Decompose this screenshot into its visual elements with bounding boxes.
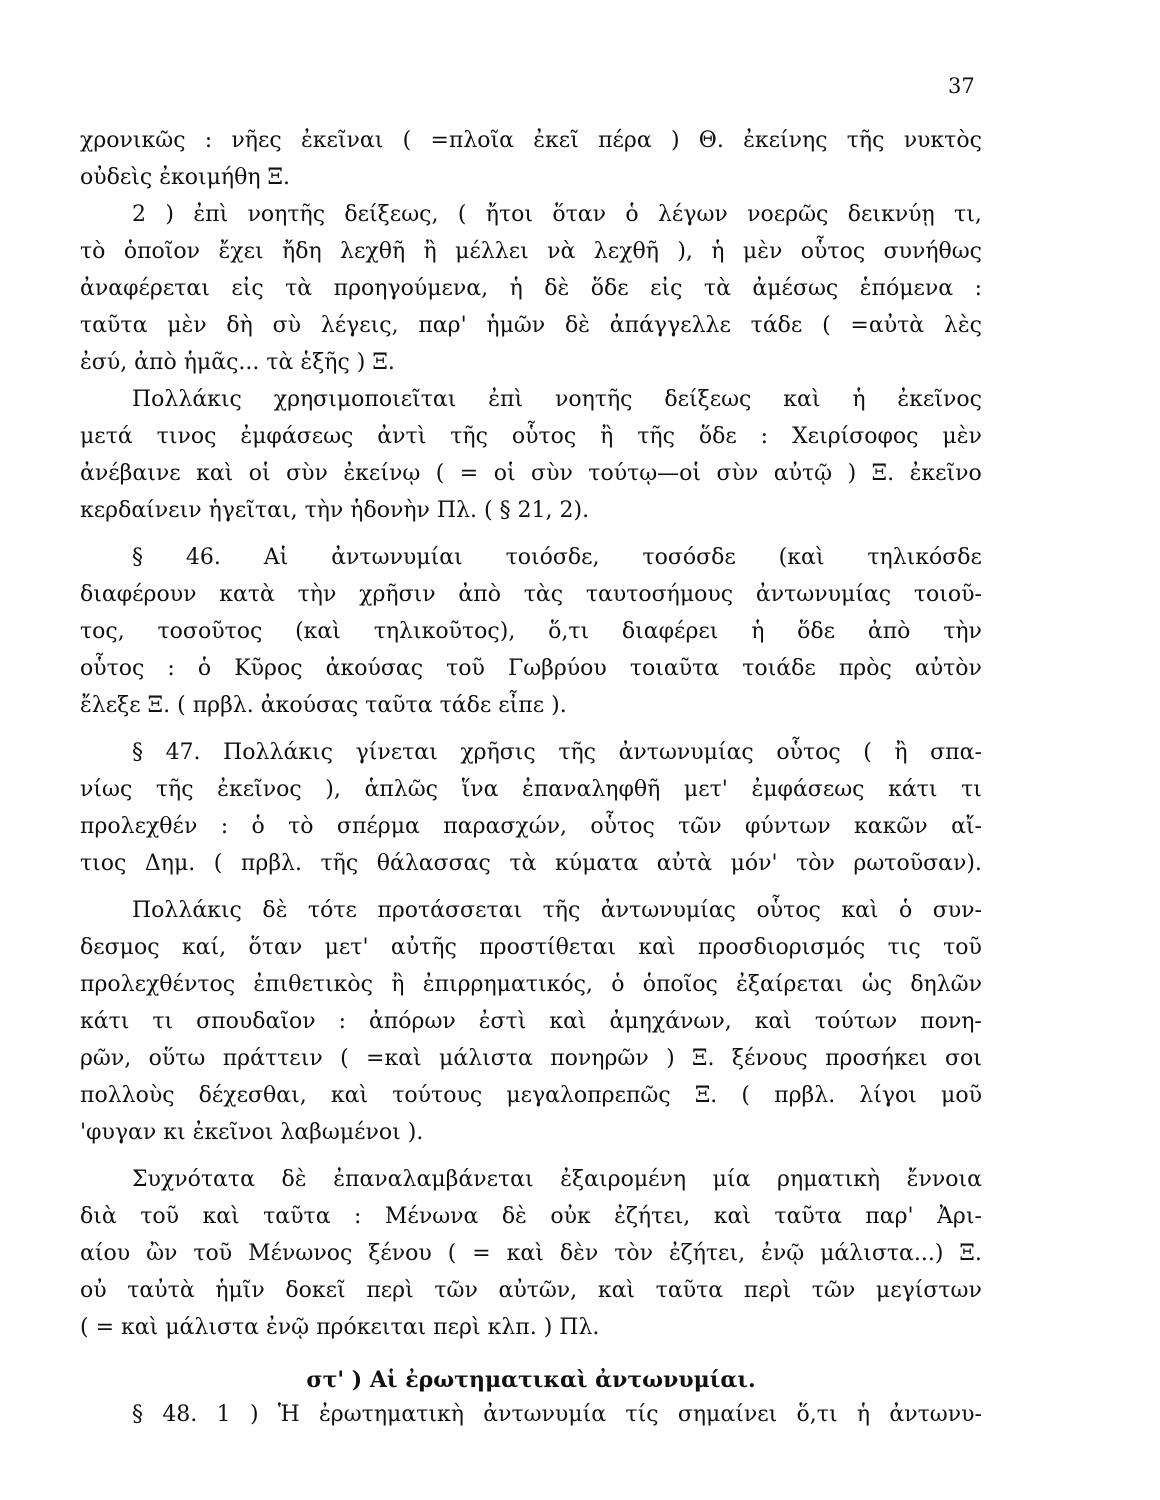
text-line: τιος Δημ. ( πρβλ. τῆς θάλασσας τὰ κύματα αὐτὰ μόν' τὸν ρωτοῦσαν). xyxy=(80,851,982,876)
text-line: νίως τῆς ἐκεῖνος ), ἁπλῶς ἵνα ἐπαναληφθῆ μετ' ἐμφάσεως κάτι τι xyxy=(80,777,982,802)
section-heading: στ' ) Αἱ ἐρωτηματικαὶ ἀντωνυμίαι. xyxy=(306,1367,756,1393)
text-line: κάτι τι σπουδαῖον : ἀπόρων ἐστὶ καὶ ἀμηχάνων, καὶ τούτων πονη- xyxy=(80,1009,982,1034)
text-line: ταῦτα μὲν δὴ σὺ λέγεις, παρ' ἡμῶν δὲ ἀπάγγελλε τάδε ( =αὐτὰ λὲς xyxy=(80,313,982,338)
text-line: προλεχθέντος ἐπιθετικὸς ἢ ἐπιρρηματικός, ὁ ὁποῖος ἐξαίρεται ὡς δηλῶν xyxy=(80,972,982,997)
text-line: τος, τοσοῦτος (καὶ τηλικοῦτος), ὅ,τι διαφέρει ἡ ὅδε ἀπὸ τὴν xyxy=(80,619,982,644)
text-line: ἐσύ, ἀπὸ ἡμᾶς... τὰ ἑξῆς ) Ξ. xyxy=(80,350,395,375)
text-line: οὗτος : ὁ Κῦρος ἀκούσας τοῦ Γωβρύου τοιαῦτα τοιάδε πρὸς αὐτὸν xyxy=(80,656,982,681)
text-line: οὐδεὶς ἐκοιμήθη Ξ. xyxy=(80,165,290,190)
body-text xyxy=(80,128,982,1439)
text-line: χρονικῶς : νῆες ἐκεῖναι ( =πλοῖα ἐκεῖ πέρα ) Θ. ἐκείνης τῆς νυκτὸς xyxy=(80,128,982,153)
text-line: ἀνέβαινε καὶ οἱ σὺν ἐκείνῳ ( = οἱ σὺν τούτῳ—οἱ σὺν αὐτῷ ) Ξ. ἐκεῖνο xyxy=(80,461,982,486)
text-line: ρῶν, οὕτω πράττειν ( =καὶ μάλιστα πονηρῶν ) Ξ. ξένους προσήκει σοι xyxy=(80,1046,982,1071)
text-line: κερδαίνειν ἡγεῖται, τὴν ἡδονὴν Πλ. ( § 21, 2). xyxy=(80,498,590,523)
text-line: Πολλάκις χρησιμοποιεῖται ἐπὶ νοητῆς δείξεως καὶ ἡ ἐκεῖνος xyxy=(132,387,982,412)
section-46-line: § 46. Αἱ ἀντωνυμίαι τοιόσδε, τοσόσδε (καὶ τηλικόσδε xyxy=(132,545,982,570)
section-47-line: § 47. Πολλάκις γίνεται χρῆσις τῆς ἀντωνυμίας οὗτος ( ἢ σπα- xyxy=(132,740,982,765)
page-number: 37 xyxy=(948,74,975,98)
text-line: δεσμος καί, ὅταν μετ' αὐτῆς προστίθεται καὶ προσδιορισμός τις τοῦ xyxy=(80,935,982,960)
text-line: διὰ τοῦ καὶ ταῦτα : Μένωνα δὲ οὐκ ἐζήτει, καὶ ταῦτα παρ' Ἀρι- xyxy=(80,1204,982,1229)
text-line: Συχνότατα δὲ ἐπαναλαμβάνεται ἐξαιρομένη μία ρηματικὴ ἔννοια xyxy=(132,1167,982,1192)
text-line: τὸ ὁποῖον ἔχει ἤδη λεχθῆ ἢ μέλλει νὰ λεχθῆ ), ἡ μὲν οὗτος συνήθως xyxy=(80,239,982,264)
text-line: ἀναφέρεται εἰς τὰ προηγούμενα, ἡ δὲ ὅδε εἰς τὰ ἀμέσως ἑπόμενα : xyxy=(80,276,982,301)
text-line: ἔλεξε Ξ. ( πρβλ. ἀκούσας ταῦτα τάδε εἶπε ). xyxy=(80,693,567,718)
text-line: προλεχθέν : ὁ τὸ σπέρμα παρασχών, οὗτος τῶν φύντων κακῶν αἴ- xyxy=(80,814,982,839)
text-line: αίου ὢν τοῦ Μένωνος ξένου ( = καὶ δὲν τὸν ἐζήτει, ἐνῷ μάλιστα...) Ξ. xyxy=(80,1241,982,1266)
text-line: διαφέρουν κατὰ τὴν χρῆσιν ἀπὸ τὰς ταυτοσήμους ἀντωνυμίας τοιοῦ- xyxy=(80,582,982,607)
text-line: οὐ ταὐτὰ ἡμῖν δοκεῖ περὶ τῶν αὐτῶν, καὶ ταῦτα περὶ τῶν μεγίστων xyxy=(80,1278,982,1303)
text-line: 'φυγαν κι ἐκεῖνοι λαβωμένοι ). xyxy=(80,1120,424,1145)
text-line: μετά τινος ἐμφάσεως ἀντὶ τῆς οὗτος ἢ τῆς ὅδε : Χειρίσοφος μὲν xyxy=(80,424,982,449)
text-line: Πολλάκις δὲ τότε προτάσσεται τῆς ἀντωνυμίας οὗτος καὶ ὁ συν- xyxy=(132,898,982,923)
text-line: ( = καὶ μάλιστα ἐνῷ πρόκειται περὶ κλπ. ) Πλ. xyxy=(80,1315,600,1340)
text-line: 2 ) ἐπὶ νοητῆς δείξεως, ( ἤτοι ὅταν ὁ λέγων νοερῶς δεικνύῃ τι, xyxy=(132,202,982,227)
text-line: πολλοὺς δέχεσθαι, καὶ τούτους μεγαλοπρεπῶς Ξ. ( πρβλ. λίγοι μοῦ xyxy=(80,1083,982,1108)
section-48-line: § 48. 1 ) Ἡ ἐρωτηματικὴ ἀντωνυμία τίς σημαίνει ὅ,τι ἡ ἀντωνυ- xyxy=(132,1402,982,1427)
